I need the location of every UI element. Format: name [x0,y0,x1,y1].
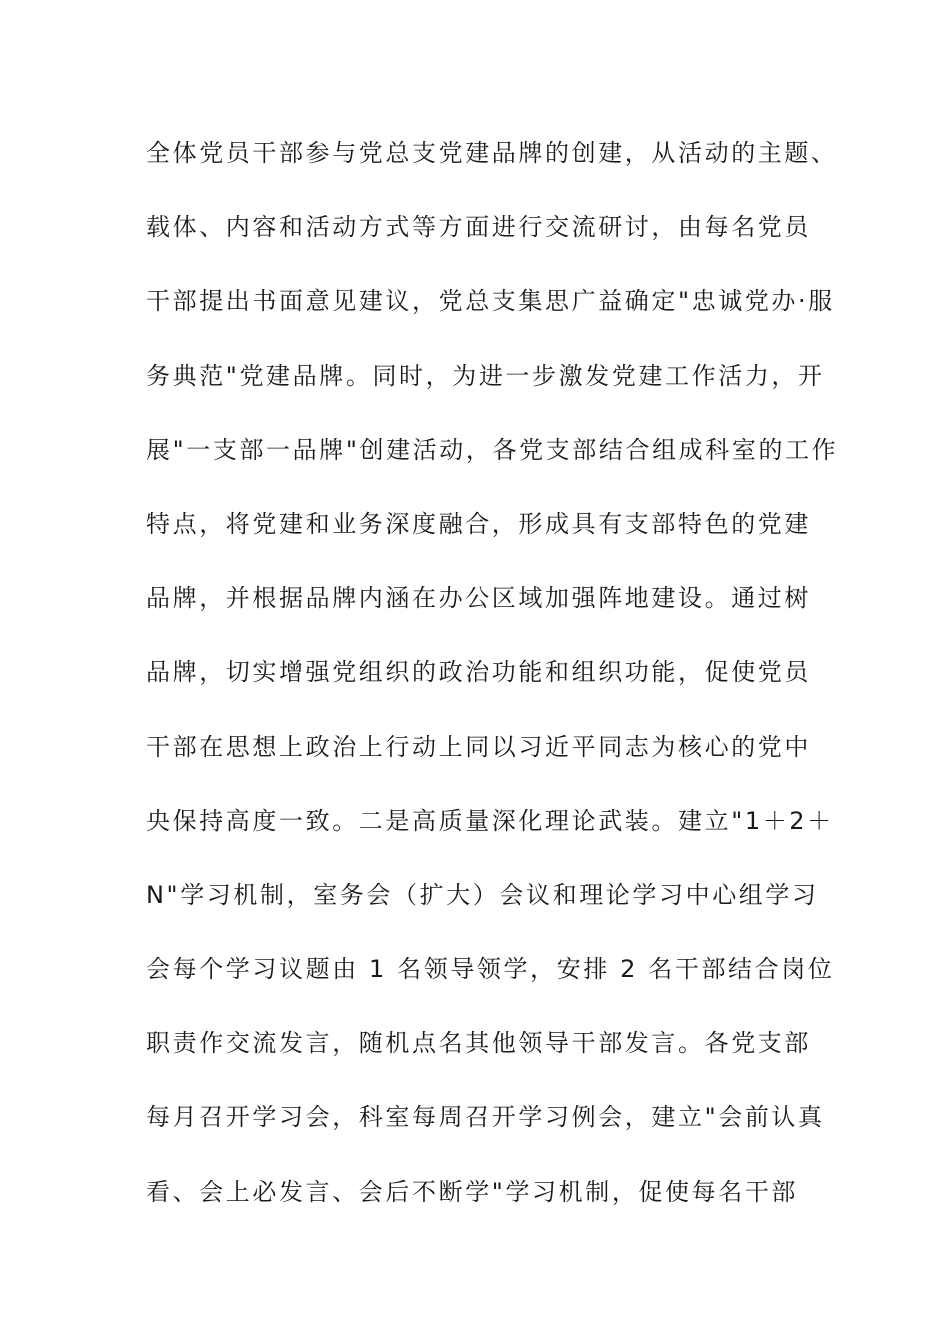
text-line: 品牌，切实增强党组织的政治功能和组织功能，促使党员 [146,658,811,687]
text-line: 央保持高度一致。二是高质量深化理论武装。建立"1＋2＋ [146,806,834,835]
text-line: 每月召开学习会，科室每周召开学习例会，建立"会前认真 [146,1103,825,1132]
text-line: 职责作交流发言，随机点名其他领导干部发言。各党支部 [146,1029,811,1058]
body-text [146,130,839,1243]
text-line: 特点，将党建和业务深度融合，形成具有支部特色的党建 [146,509,811,538]
text-line: 载体、内容和活动方式等方面进行交流研讨，由每名党员 [146,213,811,242]
text-line: 务典范"党建品牌。同时，为进一步激发党建工作活力，开 [146,361,825,390]
text-line: 会每个学习议题由 1 名领导领学，安排 2 名干部结合岗位 [146,955,835,984]
text-line: 看、会上必发言、会后不断学"学习机制，促使每名干部 [146,1177,799,1206]
text-line: N"学习机制，室务会（扩大）会议和理论学习中心组学习 [146,880,819,909]
text-line: 干部提出书面意见建议，党总支集思广益确定"忠诚党办·服 [146,287,835,316]
text-line: 品牌，并根据品牌内涵在办公区域加强阵地建设。通过树 [146,584,811,613]
text-line: 全体党员干部参与党总支党建品牌的创建，从活动的主题、 [146,139,838,167]
text-line: 干部在思想上政治上行动上同以习近平同志为核心的党中 [146,732,811,761]
text-line: 展"一支部一品牌"创建活动，各党支部结合组成科室的工作 [146,435,839,464]
